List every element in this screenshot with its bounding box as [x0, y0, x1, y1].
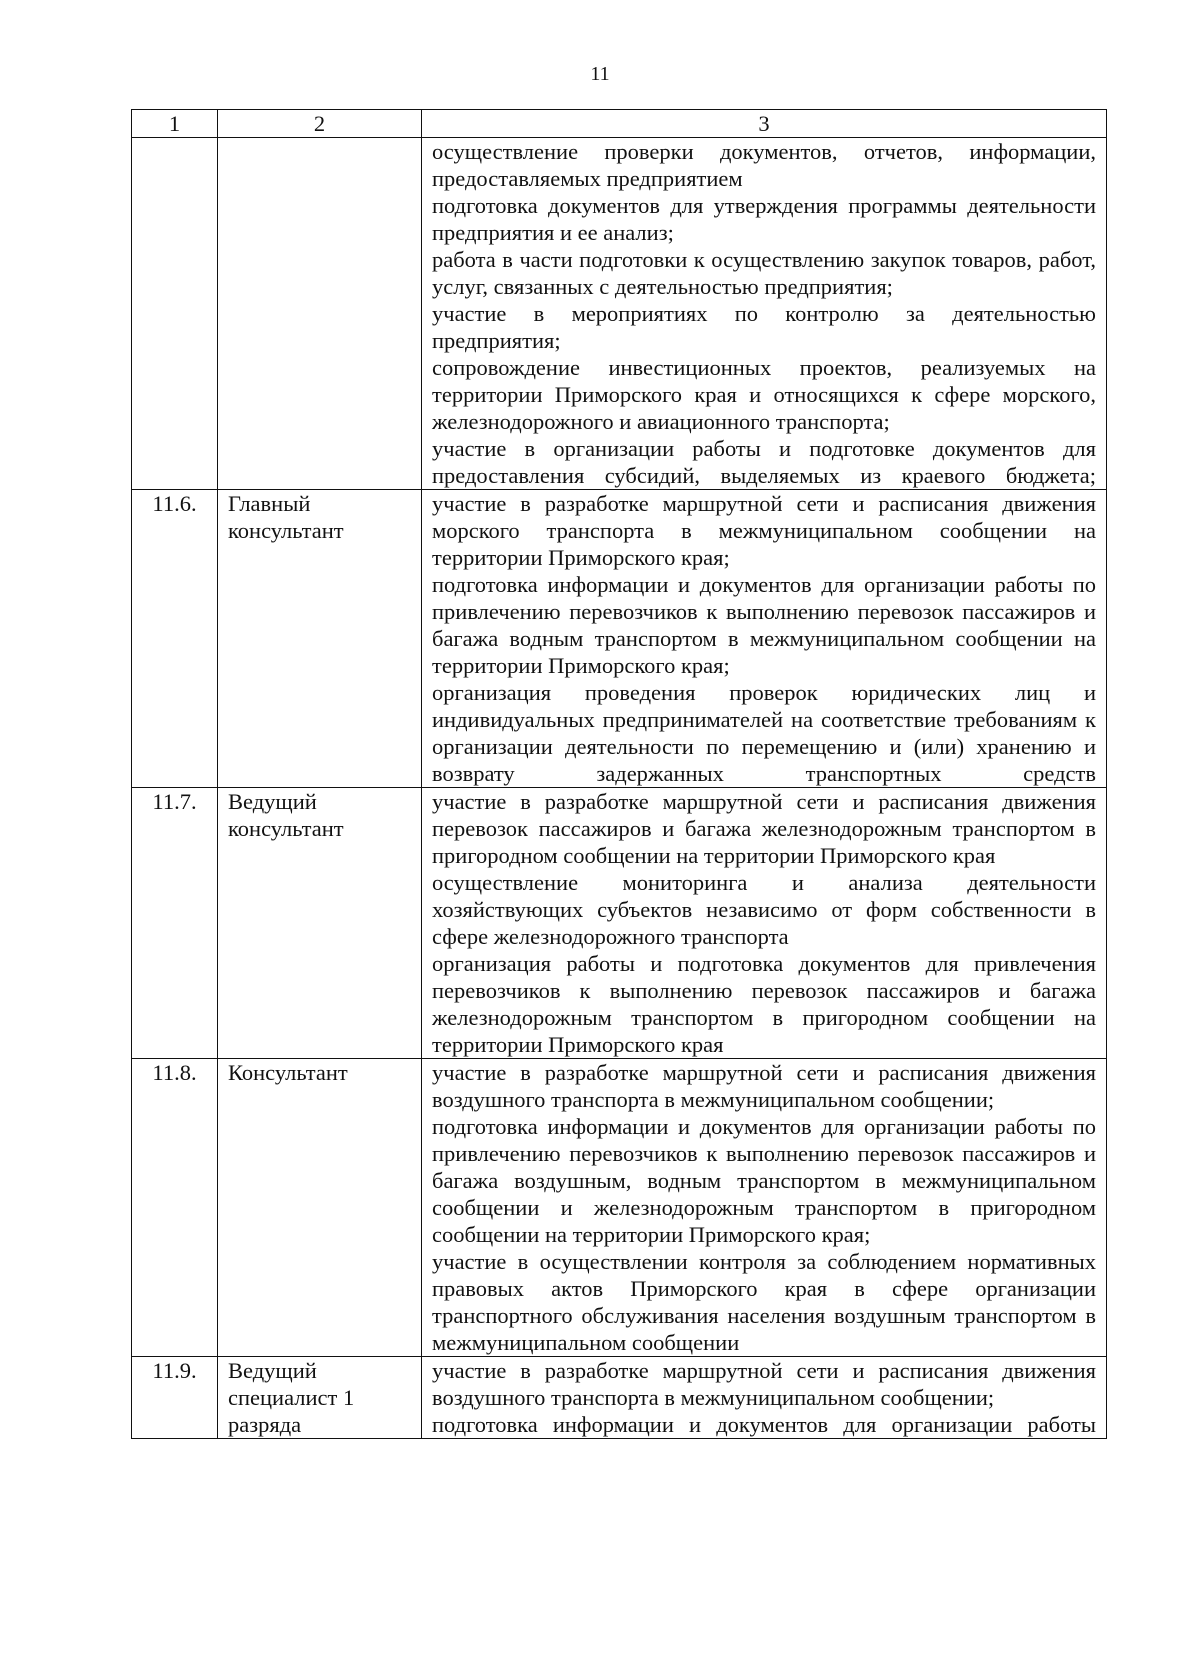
positions-table [131, 109, 1107, 1439]
row-number [132, 138, 218, 490]
position-title [218, 490, 422, 788]
position-title [218, 1059, 422, 1357]
duty-item: сопровождение инвестиционных проектов, реализуемых на территории Приморского края и относящихся к сфере морского, железнодорожного и авиационного транспорта; [432, 355, 1096, 434]
page-number: 11 [590, 63, 610, 85]
table-header-row [132, 110, 1107, 138]
table-row [132, 1357, 1107, 1439]
position-title [218, 788, 422, 1059]
duty-item: подготовка информации и документов для организации работы [432, 1412, 1096, 1437]
duty-item: организация работы и подготовка документов для привлечения перевозчиков к выполнению перевозок пассажиров и багажа железнодорожным транспортом в пригородном сообщении на территории Приморского края [432, 951, 1096, 1057]
table-row [132, 138, 1107, 490]
position-title-line: Главный [228, 491, 311, 516]
duty-item: организация проведения проверок юридических лиц и индивидуальных предпринимателей на соответствие требованиям к организации деятельности по перемещению и (или) хранению и возврату задержанных транспортных средств [432, 680, 1096, 786]
table-row [132, 490, 1107, 788]
row-number: 11.7. [132, 788, 218, 1059]
table-row [132, 1059, 1107, 1357]
duty-item: подготовка информации и документов для организации работы по привлечению перевозчиков к выполнению перевозок пассажиров и багажа водным транспортом в межмуниципальном сообщении на территории Приморского края; [432, 572, 1096, 678]
position-duties [422, 1059, 1107, 1357]
duty-item: участие в разработке маршрутной сети и расписания движения воздушного транспорта в межмуниципальном сообщении; [432, 1060, 1096, 1112]
duty-item: участие в разработке маршрутной сети и расписания движения воздушного транспорта в межмуниципальном сообщении; [432, 1358, 1096, 1410]
column-header-2: 2 [218, 110, 422, 138]
row-number: 11.9. [132, 1357, 218, 1439]
duty-item: участие в организации работы и подготовке документов для предоставления субсидий, выделяемых из краевого бюджета; [432, 436, 1096, 488]
position-title-line: специалист 1 [228, 1385, 355, 1410]
duty-item: подготовка документов для утверждения программы деятельности предприятия и ее анализ; [432, 193, 1096, 245]
position-title-line: консультант [228, 816, 344, 841]
duty-item: участие в осуществлении контроля за соблюдением нормативных правовых актов Приморского края в сфере организации транспортного обслуживания населения воздушным транспортом в межмуниципальном сообщении [432, 1249, 1096, 1355]
table-row [132, 788, 1107, 1059]
column-header-1: 1 [132, 110, 218, 138]
position-title-line: разряда [228, 1412, 302, 1437]
position-title-line: Ведущий [228, 789, 317, 814]
column-header-3: 3 [422, 110, 1107, 138]
position-duties [422, 490, 1107, 788]
duty-item: осуществление мониторинга и анализа деятельности хозяйствующих субъектов независимо от форм собственности в сфере железнодорожного транспорта [432, 870, 1096, 949]
duty-item: участие в разработке маршрутной сети и расписания движения морского транспорта в межмуниципальном сообщении на территории Приморского края; [432, 491, 1096, 570]
position-title [218, 1357, 422, 1439]
position-title-line: Консультант [228, 1060, 348, 1085]
position-title-line: Ведущий [228, 1358, 317, 1383]
duty-item: участие в разработке маршрутной сети и расписания движения перевозок пассажиров и багажа железнодорожным транспортом в пригородном сообщении на территории Приморского края [432, 789, 1096, 868]
position-duties [422, 138, 1107, 490]
position-title-line: консультант [228, 518, 344, 543]
duty-item: осуществление проверки документов, отчетов, информации, предоставляемых предприятием [432, 139, 1096, 191]
row-number: 11.6. [132, 490, 218, 788]
duty-item: участие в мероприятиях по контролю за деятельностью предприятия; [432, 301, 1096, 353]
duty-item: подготовка информации и документов для организации работы по привлечению перевозчиков к выполнению перевозок пассажиров и багажа воздушным, водным транспортом в межмуниципальном сообщении и железнодорожным транспортом в пригородном сообщении на территории Приморского края; [432, 1114, 1096, 1247]
position-duties [422, 788, 1107, 1059]
duty-item: работа в части подготовки к осуществлению закупок товаров, работ, услуг, связанных с деятельностью предприятия; [432, 247, 1096, 299]
position-duties [422, 1357, 1107, 1439]
position-title [218, 138, 422, 490]
row-number: 11.8. [132, 1059, 218, 1357]
